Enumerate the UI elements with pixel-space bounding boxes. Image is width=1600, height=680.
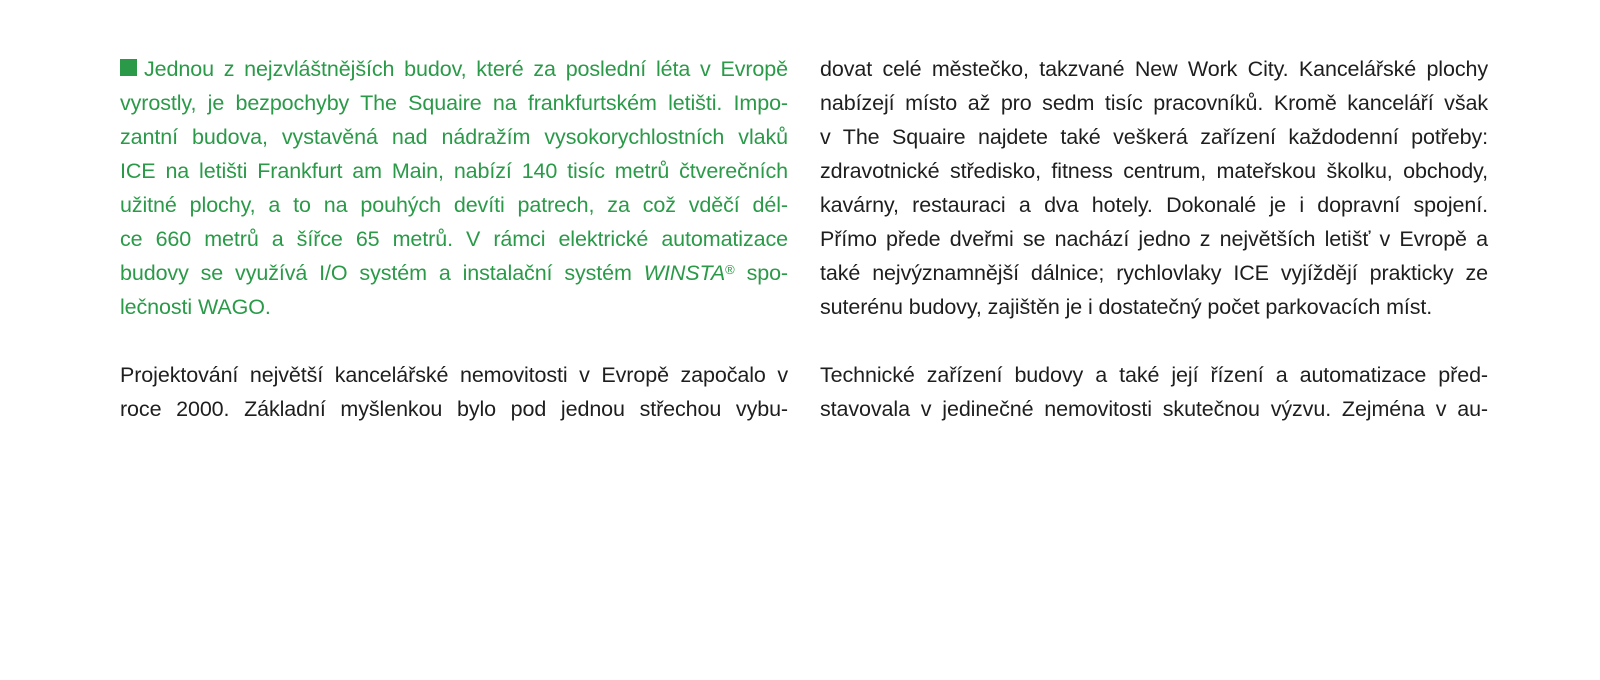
green-square-bullet-icon <box>120 59 137 76</box>
body-paragraph <box>120 358 788 426</box>
registered-mark: ® <box>725 262 735 277</box>
body-line: Technické zařízení budovy a také její řízení a automatizace před- <box>820 363 1488 387</box>
body-line: zdravotnické středisko, fitness centrum, mateřskou školku, obchody, <box>820 159 1488 183</box>
body-line: roce 2000. Základní myšlenkou bylo pod jednou střechou vybu- <box>120 397 788 421</box>
paragraph-gap <box>820 324 1488 358</box>
body-line: dovat celé městečko, takzvané New Work City. Kancelářské plochy <box>820 57 1488 81</box>
body-line: suterénu budovy, zajištěn je i dostatečný počet parkovacích míst. <box>820 295 1433 319</box>
right-column <box>820 52 1488 426</box>
body-paragraph <box>820 358 1488 426</box>
lead-line-text: budovy se využívá I/O systém a instalační systém <box>120 261 644 285</box>
body-line: Přímo přede dveřmi se nachází jedno z největších letišť v Evropě a <box>820 227 1488 251</box>
body-line: Projektování největší kancelářské nemovitosti v Evropě započalo v <box>120 363 788 387</box>
lead-line: ce 660 metrů a šířce 65 metrů. V rámci elektrické automatizace <box>120 227 788 251</box>
body-line: také nejvýznamnější dálnice; rychlovlaky ICE vyjíždějí prakticky ze <box>820 261 1488 285</box>
body-line: nabízejí místo až pro sedm tisíc pracovníků. Kromě kanceláří však <box>820 91 1488 115</box>
lead-line <box>120 256 788 290</box>
product-name-winsta: WINSTA <box>643 261 726 285</box>
lead-line <box>120 52 788 86</box>
lead-paragraph <box>120 52 788 324</box>
paragraph-gap <box>120 324 788 358</box>
lead-line: užitné plochy, a to na pouhých devíti patrech, za což vděčí dél- <box>120 193 788 217</box>
left-column <box>120 52 788 426</box>
body-line: v The Squaire najdete také veškerá zařízení každodenní potřeby: <box>820 125 1488 149</box>
lead-line: vyrostly, je bezpochyby The Squaire na frankfurtském letišti. Impo- <box>120 91 788 115</box>
lead-line: ICE na letišti Frankfurt am Main, nabízí 140 tisíc metrů čtverečních <box>120 159 788 183</box>
lead-line: zantní budova, vystavěná nad nádražím vysokorychlostních vlaků <box>120 125 788 149</box>
lead-line-text: Jednou z nejzvláštnějších budov, které za poslední léta v Evropě <box>144 57 788 81</box>
body-line: kavárny, restauraci a dva hotely. Dokonalé je i dopravní spojení. <box>820 193 1488 217</box>
body-paragraph <box>820 52 1488 324</box>
body-line: stavovala v jedinečné nemovitosti skutečnou výzvu. Zejména v au- <box>820 397 1488 421</box>
lead-line: lečnosti WAGO. <box>120 295 271 319</box>
lead-line-text: spo- <box>734 261 788 285</box>
